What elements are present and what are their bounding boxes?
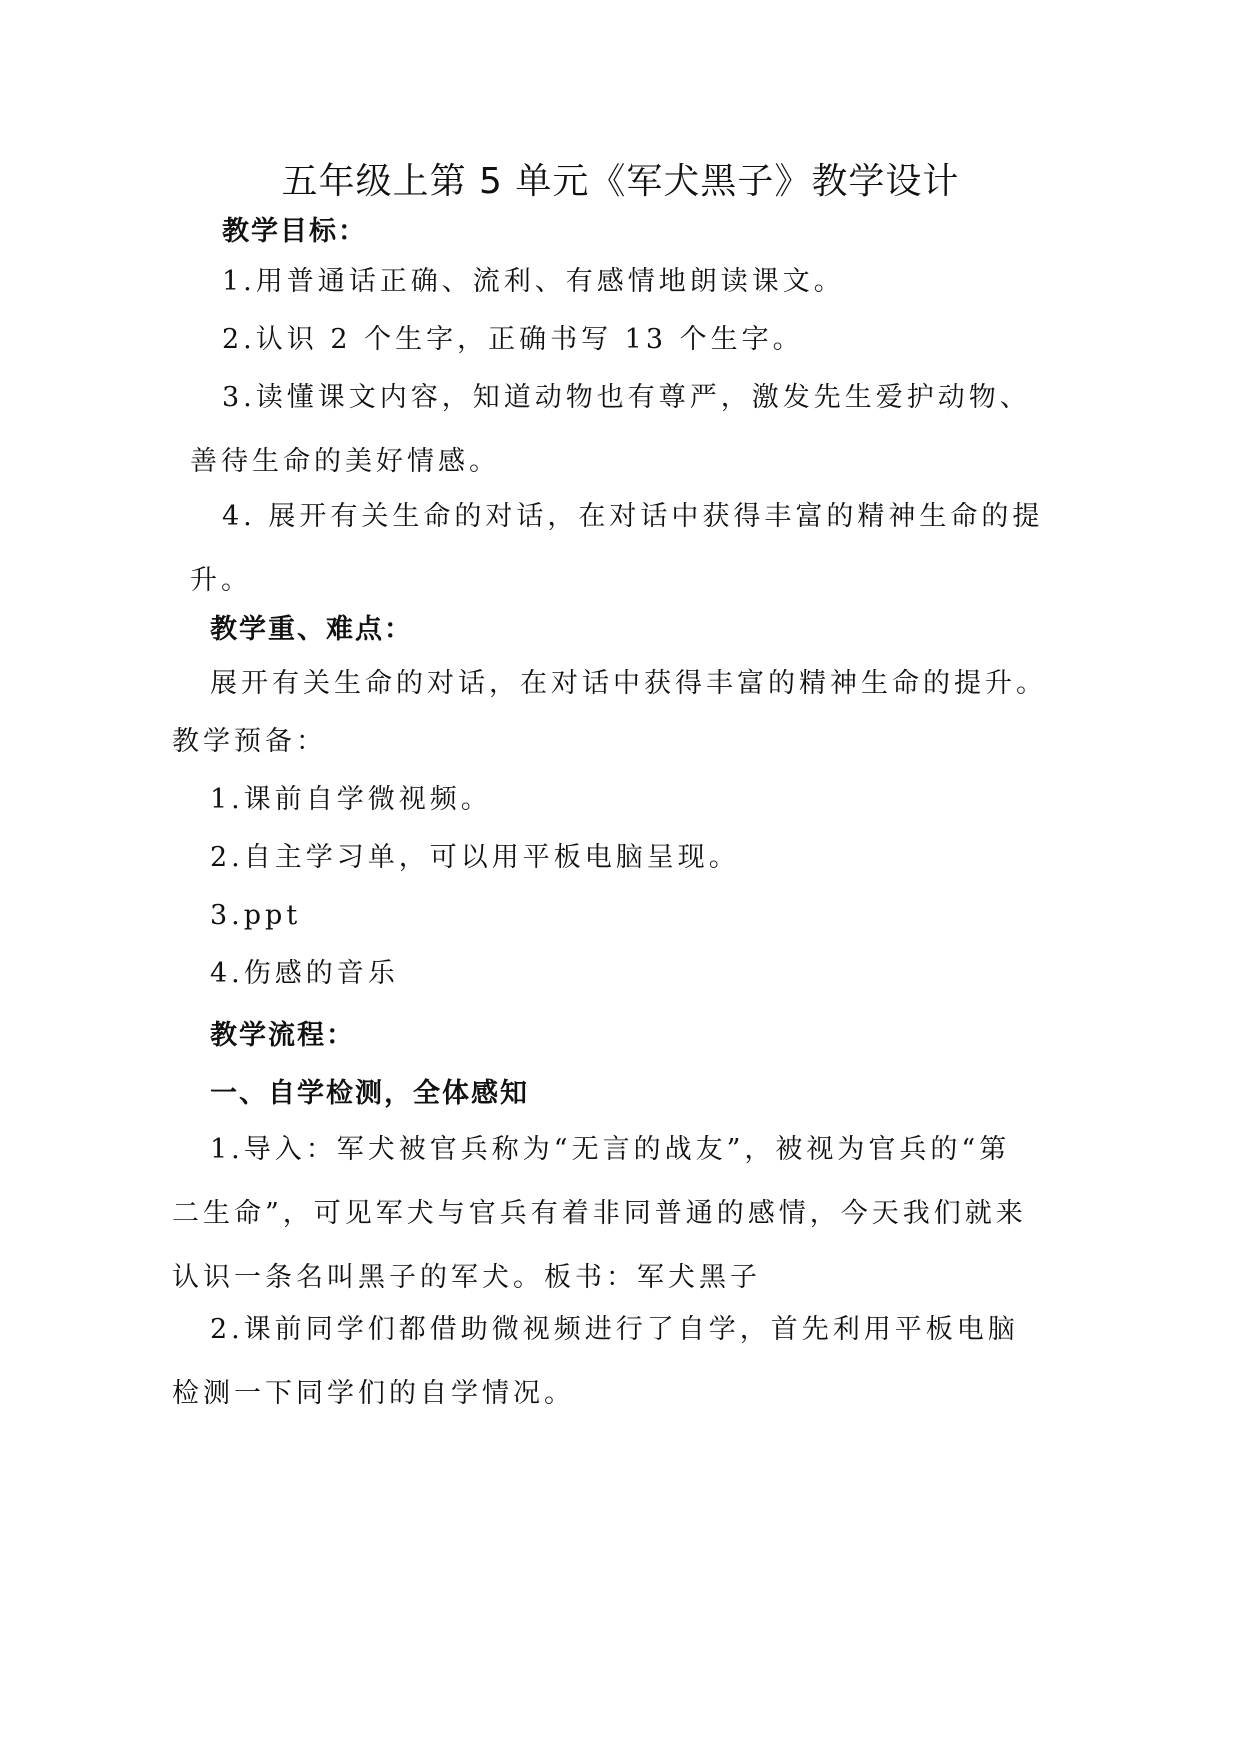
objective-item-4: 4. 展开有关生命的对话，在对话中获得丰富的精神生命的提升。 [190,501,1044,596]
objectives-heading: 教学目标： [222,216,367,247]
preparation-item-3: 3.ppt [210,900,302,931]
process-heading: 教学流程： [210,1020,355,1051]
key-points-text: 展开有关生命的对话，在对话中获得丰富的精神生命的提升。 [210,668,1047,699]
section1-item-2: 2.课前同学们都借助微视频进行了自学，首先利用平板电脑检测一下同学们的自学情况。 [172,1314,1019,1409]
objective-item-2: 2.认识 2 个生字，正确书写 13 个生字。 [222,324,804,355]
key-points-heading: 教学重、难点： [210,614,413,645]
preparation-heading: 教学预备： [172,726,327,757]
objective-item-3: 3.读懂课文内容，知道动物也有尊严，激发先生爱护动物、善待生命的美好情感。 [190,382,1031,477]
preparation-item-4: 4.伤感的音乐 [210,958,399,989]
objective-item-1: 1.用普通话正确、流利、有感情地朗读课文。 [222,266,845,297]
preparation-item-2: 2.自主学习单，可以用平板电脑呈现。 [210,842,740,873]
document-title: 五年级上第 5 单元《军犬黑子》教学设计 [281,161,960,202]
section1-item-1: 1.导入：军犬被官兵称为“无言的战友”，被视为官兵的“第二生命”，可见军犬与官兵有着非同普通的感情，今天我们就来认识一条名叫黑子的军犬。板书：军犬黑子 [172,1134,1027,1293]
section1-heading: 一、自学检测，全体感知 [210,1078,529,1109]
preparation-item-1: 1.课前自学微视频。 [210,784,492,815]
